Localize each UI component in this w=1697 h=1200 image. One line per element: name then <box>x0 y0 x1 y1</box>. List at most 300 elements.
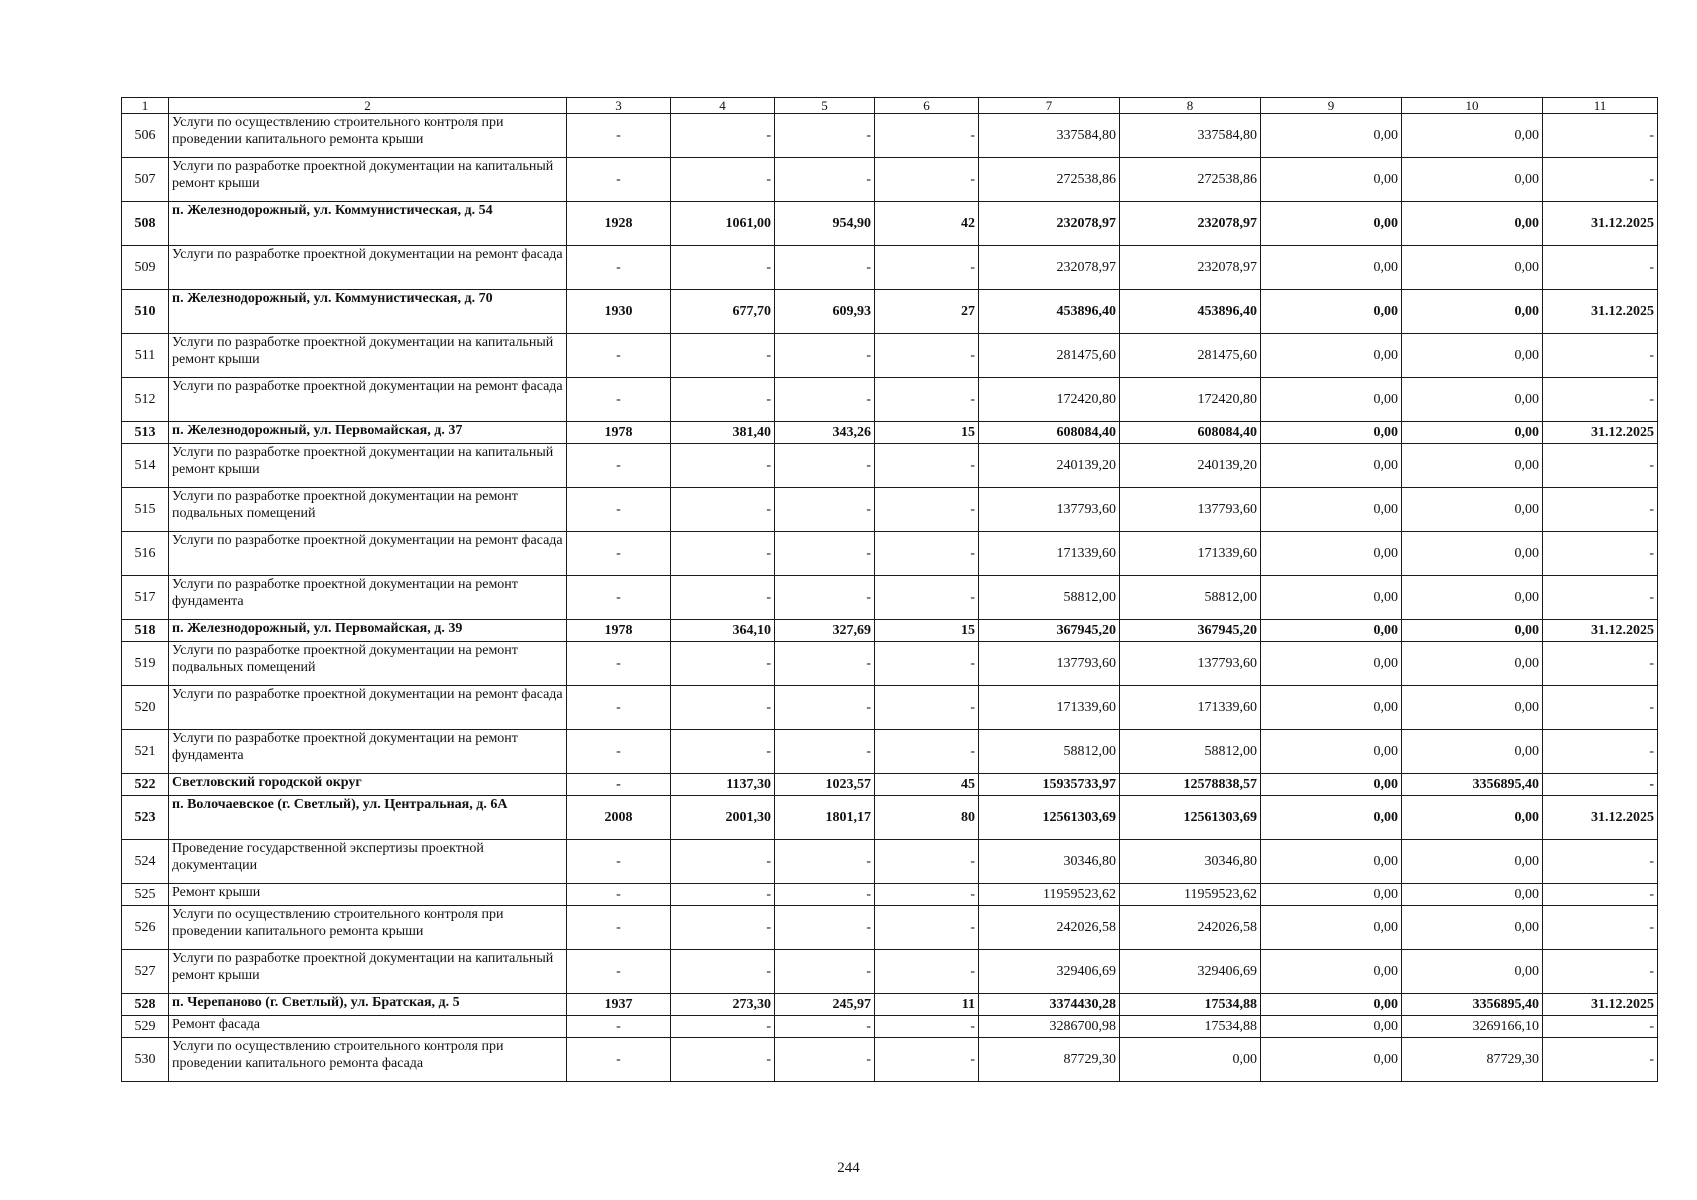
total-area-cell: - <box>671 158 775 202</box>
fund-cost-cell: 242026,58 <box>1120 906 1261 950</box>
table-row <box>122 488 1658 532</box>
capital-repair-table <box>121 97 1658 1082</box>
budget-cost-cell: 0,00 <box>1261 840 1402 884</box>
description-cell: п. Железнодорожный, ул. Первомайская, д. 37 <box>169 422 567 444</box>
row-number-cell: 527 <box>122 950 169 994</box>
budget-cost-cell: 0,00 <box>1261 444 1402 488</box>
fund-cost-cell: 137793,60 <box>1120 488 1261 532</box>
fund-cost-cell: 232078,97 <box>1120 246 1261 290</box>
table-row <box>122 378 1658 422</box>
year-built-cell: - <box>567 774 671 796</box>
row-number-cell: 522 <box>122 774 169 796</box>
total-area-cell: - <box>671 246 775 290</box>
description-cell: п. Железнодорожный, ул. Первомайская, д. 39 <box>169 620 567 642</box>
living-area-cell: - <box>775 532 875 576</box>
residents-count-cell: 80 <box>875 796 979 840</box>
residents-count-cell: 15 <box>875 422 979 444</box>
year-built-cell: - <box>567 378 671 422</box>
completion-date-cell: - <box>1543 906 1658 950</box>
total-area-cell: 677,70 <box>671 290 775 334</box>
living-area-cell: - <box>775 444 875 488</box>
living-area-cell: - <box>775 378 875 422</box>
year-built-cell: - <box>567 444 671 488</box>
description-cell: п. Железнодорожный, ул. Коммунистическая, д. 54 <box>169 202 567 246</box>
table-body <box>122 114 1658 1082</box>
column-header: 7 <box>979 98 1120 114</box>
year-built-cell: - <box>567 884 671 906</box>
year-built-cell: - <box>567 246 671 290</box>
residents-count-cell: - <box>875 884 979 906</box>
completion-date-cell: - <box>1543 158 1658 202</box>
fund-cost-cell: 137793,60 <box>1120 642 1261 686</box>
owners-cost-cell: 0,00 <box>1402 488 1543 532</box>
total-area-cell: 381,40 <box>671 422 775 444</box>
completion-date-cell: 31.12.2025 <box>1543 202 1658 246</box>
residents-count-cell: - <box>875 114 979 158</box>
fund-cost-cell: 58812,00 <box>1120 730 1261 774</box>
completion-date-cell: - <box>1543 1038 1658 1082</box>
living-area-cell: - <box>775 840 875 884</box>
budget-cost-cell: 0,00 <box>1261 620 1402 642</box>
completion-date-cell: - <box>1543 246 1658 290</box>
year-built-cell: - <box>567 334 671 378</box>
fund-cost-cell: 172420,80 <box>1120 378 1261 422</box>
budget-cost-cell: 0,00 <box>1261 378 1402 422</box>
table-row <box>122 290 1658 334</box>
year-built-cell: - <box>567 642 671 686</box>
total-area-cell: - <box>671 334 775 378</box>
total-area-cell: - <box>671 730 775 774</box>
living-area-cell: - <box>775 884 875 906</box>
total-cost-cell: 3286700,98 <box>979 1016 1120 1038</box>
budget-cost-cell: 0,00 <box>1261 488 1402 532</box>
owners-cost-cell: 0,00 <box>1402 114 1543 158</box>
residents-count-cell: - <box>875 906 979 950</box>
row-number-cell: 515 <box>122 488 169 532</box>
living-area-cell: - <box>775 906 875 950</box>
fund-cost-cell: 30346,80 <box>1120 840 1261 884</box>
total-area-cell: - <box>671 642 775 686</box>
completion-date-cell: - <box>1543 950 1658 994</box>
year-built-cell: 1928 <box>567 202 671 246</box>
row-number-cell: 526 <box>122 906 169 950</box>
fund-cost-cell: 12578838,57 <box>1120 774 1261 796</box>
living-area-cell: - <box>775 1038 875 1082</box>
living-area-cell: 1023,57 <box>775 774 875 796</box>
row-number-cell: 519 <box>122 642 169 686</box>
year-built-cell: - <box>567 532 671 576</box>
fund-cost-cell: 171339,60 <box>1120 686 1261 730</box>
row-number-cell: 517 <box>122 576 169 620</box>
residents-count-cell: - <box>875 246 979 290</box>
column-header: 1 <box>122 98 169 114</box>
owners-cost-cell: 0,00 <box>1402 532 1543 576</box>
completion-date-cell: - <box>1543 334 1658 378</box>
description-cell: Услуги по осуществлению строительного контроля при проведении капитального ремонта фасада <box>169 1038 567 1082</box>
budget-cost-cell: 0,00 <box>1261 642 1402 686</box>
budget-cost-cell: 0,00 <box>1261 532 1402 576</box>
row-number-cell: 528 <box>122 994 169 1016</box>
column-header: 9 <box>1261 98 1402 114</box>
completion-date-cell: - <box>1543 444 1658 488</box>
owners-cost-cell: 0,00 <box>1402 202 1543 246</box>
owners-cost-cell: 0,00 <box>1402 730 1543 774</box>
completion-date-cell: - <box>1543 488 1658 532</box>
description-cell: Услуги по разработке проектной документации на ремонт фасада <box>169 246 567 290</box>
living-area-cell: 609,93 <box>775 290 875 334</box>
year-built-cell: - <box>567 1038 671 1082</box>
row-number-cell: 523 <box>122 796 169 840</box>
total-area-cell: - <box>671 906 775 950</box>
budget-cost-cell: 0,00 <box>1261 202 1402 246</box>
description-cell: Услуги по разработке проектной документации на ремонт фундамента <box>169 576 567 620</box>
description-cell: Услуги по разработке проектной документации на ремонт фасада <box>169 378 567 422</box>
budget-cost-cell: 0,00 <box>1261 1016 1402 1038</box>
year-built-cell: - <box>567 686 671 730</box>
table-row <box>122 532 1658 576</box>
budget-cost-cell: 0,00 <box>1261 246 1402 290</box>
total-cost-cell: 58812,00 <box>979 730 1120 774</box>
fund-cost-cell: 11959523,62 <box>1120 884 1261 906</box>
owners-cost-cell: 0,00 <box>1402 686 1543 730</box>
description-cell: Услуги по осуществлению строительного контроля при проведении капитального ремонта крыши <box>169 114 567 158</box>
completion-date-cell: - <box>1543 840 1658 884</box>
total-cost-cell: 87729,30 <box>979 1038 1120 1082</box>
year-built-cell: - <box>567 950 671 994</box>
row-number-cell: 508 <box>122 202 169 246</box>
owners-cost-cell: 0,00 <box>1402 246 1543 290</box>
total-cost-cell: 137793,60 <box>979 642 1120 686</box>
owners-cost-cell: 0,00 <box>1402 796 1543 840</box>
living-area-cell: - <box>775 114 875 158</box>
row-number-cell: 529 <box>122 1016 169 1038</box>
total-area-cell: - <box>671 840 775 884</box>
completion-date-cell: - <box>1543 114 1658 158</box>
description-cell: Услуги по разработке проектной документации на ремонт фасада <box>169 686 567 730</box>
owners-cost-cell: 3356895,40 <box>1402 994 1543 1016</box>
total-area-cell: 2001,30 <box>671 796 775 840</box>
fund-cost-cell: 453896,40 <box>1120 290 1261 334</box>
total-area-cell: 1061,00 <box>671 202 775 246</box>
year-built-cell: 1930 <box>567 290 671 334</box>
residents-count-cell: - <box>875 444 979 488</box>
description-cell: п. Черепаново (г. Светлый), ул. Братская, д. 5 <box>169 994 567 1016</box>
budget-cost-cell: 0,00 <box>1261 334 1402 378</box>
description-cell: Светловский городской округ <box>169 774 567 796</box>
residents-count-cell: - <box>875 642 979 686</box>
table-row <box>122 642 1658 686</box>
living-area-cell: - <box>775 950 875 994</box>
owners-cost-cell: 3356895,40 <box>1402 774 1543 796</box>
residents-count-cell: - <box>875 1038 979 1082</box>
total-cost-cell: 172420,80 <box>979 378 1120 422</box>
living-area-cell: - <box>775 1016 875 1038</box>
completion-date-cell: - <box>1543 642 1658 686</box>
table-row <box>122 1038 1658 1082</box>
table-row <box>122 422 1658 444</box>
residents-count-cell: - <box>875 686 979 730</box>
owners-cost-cell: 0,00 <box>1402 334 1543 378</box>
living-area-cell: 245,97 <box>775 994 875 1016</box>
row-number-cell: 509 <box>122 246 169 290</box>
description-cell: Услуги по разработке проектной документации на ремонт фундамента <box>169 730 567 774</box>
table-row <box>122 796 1658 840</box>
completion-date-cell: - <box>1543 532 1658 576</box>
table-row <box>122 1016 1658 1038</box>
row-number-cell: 524 <box>122 840 169 884</box>
budget-cost-cell: 0,00 <box>1261 686 1402 730</box>
living-area-cell: - <box>775 642 875 686</box>
total-cost-cell: 281475,60 <box>979 334 1120 378</box>
total-area-cell: - <box>671 378 775 422</box>
completion-date-cell: - <box>1543 774 1658 796</box>
total-cost-cell: 367945,20 <box>979 620 1120 642</box>
row-number-cell: 507 <box>122 158 169 202</box>
total-area-cell: - <box>671 532 775 576</box>
total-area-cell: 1137,30 <box>671 774 775 796</box>
table-row <box>122 246 1658 290</box>
total-cost-cell: 137793,60 <box>979 488 1120 532</box>
completion-date-cell: - <box>1543 576 1658 620</box>
owners-cost-cell: 0,00 <box>1402 378 1543 422</box>
budget-cost-cell: 0,00 <box>1261 730 1402 774</box>
fund-cost-cell: 17534,88 <box>1120 994 1261 1016</box>
living-area-cell: - <box>775 246 875 290</box>
total-cost-cell: 30346,80 <box>979 840 1120 884</box>
column-number-header-row <box>122 98 1658 114</box>
year-built-cell: - <box>567 114 671 158</box>
row-number-cell: 512 <box>122 378 169 422</box>
year-built-cell: - <box>567 840 671 884</box>
total-area-cell: - <box>671 686 775 730</box>
budget-cost-cell: 0,00 <box>1261 1038 1402 1082</box>
completion-date-cell: 31.12.2025 <box>1543 994 1658 1016</box>
table-row <box>122 774 1658 796</box>
column-header: 11 <box>1543 98 1658 114</box>
fund-cost-cell: 272538,86 <box>1120 158 1261 202</box>
residents-count-cell: - <box>875 1016 979 1038</box>
description-cell: Ремонт фасада <box>169 1016 567 1038</box>
year-built-cell: 1978 <box>567 422 671 444</box>
residents-count-cell: - <box>875 730 979 774</box>
budget-cost-cell: 0,00 <box>1261 774 1402 796</box>
residents-count-cell: - <box>875 488 979 532</box>
completion-date-cell: - <box>1543 686 1658 730</box>
budget-cost-cell: 0,00 <box>1261 158 1402 202</box>
row-number-cell: 518 <box>122 620 169 642</box>
year-built-cell: - <box>567 1016 671 1038</box>
fund-cost-cell: 17534,88 <box>1120 1016 1261 1038</box>
row-number-cell: 516 <box>122 532 169 576</box>
completion-date-cell: 31.12.2025 <box>1543 620 1658 642</box>
total-cost-cell: 329406,69 <box>979 950 1120 994</box>
completion-date-cell: - <box>1543 378 1658 422</box>
living-area-cell: - <box>775 334 875 378</box>
table-row <box>122 620 1658 642</box>
year-built-cell: 1978 <box>567 620 671 642</box>
owners-cost-cell: 0,00 <box>1402 422 1543 444</box>
owners-cost-cell: 3269166,10 <box>1402 1016 1543 1038</box>
living-area-cell: 1801,17 <box>775 796 875 840</box>
description-cell: Услуги по осуществлению строительного контроля при проведении капитального ремонта крыши <box>169 906 567 950</box>
column-header: 3 <box>567 98 671 114</box>
completion-date-cell: 31.12.2025 <box>1543 290 1658 334</box>
living-area-cell: - <box>775 686 875 730</box>
residents-count-cell: 27 <box>875 290 979 334</box>
completion-date-cell: - <box>1543 884 1658 906</box>
fund-cost-cell: 240139,20 <box>1120 444 1261 488</box>
description-cell: Проведение государственной экспертизы проектной документации <box>169 840 567 884</box>
living-area-cell: - <box>775 158 875 202</box>
row-number-cell: 521 <box>122 730 169 774</box>
row-number-cell: 511 <box>122 334 169 378</box>
total-area-cell: - <box>671 1016 775 1038</box>
year-built-cell: - <box>567 488 671 532</box>
residents-count-cell: - <box>875 334 979 378</box>
column-header: 6 <box>875 98 979 114</box>
table-row <box>122 840 1658 884</box>
year-built-cell: - <box>567 576 671 620</box>
budget-cost-cell: 0,00 <box>1261 906 1402 950</box>
description-cell: п. Железнодорожный, ул. Коммунистическая, д. 70 <box>169 290 567 334</box>
fund-cost-cell: 171339,60 <box>1120 532 1261 576</box>
budget-cost-cell: 0,00 <box>1261 994 1402 1016</box>
row-number-cell: 525 <box>122 884 169 906</box>
total-cost-cell: 3374430,28 <box>979 994 1120 1016</box>
description-cell: Услуги по разработке проектной документации на капитальный ремонт крыши <box>169 158 567 202</box>
budget-cost-cell: 0,00 <box>1261 884 1402 906</box>
row-number-cell: 530 <box>122 1038 169 1082</box>
table-row <box>122 114 1658 158</box>
owners-cost-cell: 0,00 <box>1402 642 1543 686</box>
description-cell: Услуги по разработке проектной документации на ремонт подвальных помещений <box>169 642 567 686</box>
description-cell: Услуги по разработке проектной документации на капитальный ремонт крыши <box>169 950 567 994</box>
living-area-cell: 343,26 <box>775 422 875 444</box>
total-cost-cell: 171339,60 <box>979 532 1120 576</box>
total-cost-cell: 232078,97 <box>979 246 1120 290</box>
total-cost-cell: 11959523,62 <box>979 884 1120 906</box>
table-row <box>122 906 1658 950</box>
living-area-cell: - <box>775 730 875 774</box>
completion-date-cell: - <box>1543 1016 1658 1038</box>
fund-cost-cell: 608084,40 <box>1120 422 1261 444</box>
total-cost-cell: 232078,97 <box>979 202 1120 246</box>
year-built-cell: - <box>567 158 671 202</box>
table-row <box>122 202 1658 246</box>
owners-cost-cell: 0,00 <box>1402 444 1543 488</box>
budget-cost-cell: 0,00 <box>1261 290 1402 334</box>
table-row <box>122 730 1658 774</box>
residents-count-cell: 42 <box>875 202 979 246</box>
living-area-cell: 327,69 <box>775 620 875 642</box>
budget-cost-cell: 0,00 <box>1261 950 1402 994</box>
residents-count-cell: - <box>875 950 979 994</box>
total-cost-cell: 240139,20 <box>979 444 1120 488</box>
total-area-cell: - <box>671 444 775 488</box>
total-area-cell: - <box>671 114 775 158</box>
living-area-cell: 954,90 <box>775 202 875 246</box>
residents-count-cell: - <box>875 532 979 576</box>
table-row <box>122 686 1658 730</box>
residents-count-cell: - <box>875 576 979 620</box>
fund-cost-cell: 12561303,69 <box>1120 796 1261 840</box>
owners-cost-cell: 0,00 <box>1402 576 1543 620</box>
total-cost-cell: 171339,60 <box>979 686 1120 730</box>
total-cost-cell: 337584,80 <box>979 114 1120 158</box>
total-area-cell: - <box>671 884 775 906</box>
fund-cost-cell: 329406,69 <box>1120 950 1261 994</box>
fund-cost-cell: 232078,97 <box>1120 202 1261 246</box>
owners-cost-cell: 87729,30 <box>1402 1038 1543 1082</box>
budget-cost-cell: 0,00 <box>1261 422 1402 444</box>
completion-date-cell: 31.12.2025 <box>1543 422 1658 444</box>
completion-date-cell: - <box>1543 730 1658 774</box>
fund-cost-cell: 281475,60 <box>1120 334 1261 378</box>
residents-count-cell: - <box>875 378 979 422</box>
description-cell: п. Волочаевское (г. Светлый), ул. Центральная, д. 6А <box>169 796 567 840</box>
row-number-cell: 506 <box>122 114 169 158</box>
description-cell: Ремонт крыши <box>169 884 567 906</box>
column-header: 10 <box>1402 98 1543 114</box>
residents-count-cell: 11 <box>875 994 979 1016</box>
year-built-cell: 1937 <box>567 994 671 1016</box>
row-number-cell: 510 <box>122 290 169 334</box>
total-cost-cell: 272538,86 <box>979 158 1120 202</box>
table-row <box>122 576 1658 620</box>
total-area-cell: - <box>671 1038 775 1082</box>
budget-cost-cell: 0,00 <box>1261 576 1402 620</box>
total-cost-cell: 12561303,69 <box>979 796 1120 840</box>
total-area-cell: - <box>671 576 775 620</box>
living-area-cell: - <box>775 576 875 620</box>
fund-cost-cell: 367945,20 <box>1120 620 1261 642</box>
row-number-cell: 514 <box>122 444 169 488</box>
owners-cost-cell: 0,00 <box>1402 884 1543 906</box>
owners-cost-cell: 0,00 <box>1402 290 1543 334</box>
table-row <box>122 444 1658 488</box>
total-cost-cell: 58812,00 <box>979 576 1120 620</box>
table-row <box>122 884 1658 906</box>
fund-cost-cell: 58812,00 <box>1120 576 1261 620</box>
year-built-cell: - <box>567 906 671 950</box>
residents-count-cell: 45 <box>875 774 979 796</box>
table-row <box>122 158 1658 202</box>
column-header: 2 <box>169 98 567 114</box>
owners-cost-cell: 0,00 <box>1402 620 1543 642</box>
row-number-cell: 520 <box>122 686 169 730</box>
total-cost-cell: 608084,40 <box>979 422 1120 444</box>
table-row <box>122 950 1658 994</box>
owners-cost-cell: 0,00 <box>1402 950 1543 994</box>
total-area-cell: 364,10 <box>671 620 775 642</box>
table-row <box>122 334 1658 378</box>
column-header: 4 <box>671 98 775 114</box>
completion-date-cell: 31.12.2025 <box>1543 796 1658 840</box>
total-area-cell: - <box>671 950 775 994</box>
budget-cost-cell: 0,00 <box>1261 796 1402 840</box>
description-cell: Услуги по разработке проектной документации на ремонт подвальных помещений <box>169 488 567 532</box>
column-header: 5 <box>775 98 875 114</box>
year-built-cell: 2008 <box>567 796 671 840</box>
living-area-cell: - <box>775 488 875 532</box>
budget-cost-cell: 0,00 <box>1261 114 1402 158</box>
total-cost-cell: 453896,40 <box>979 290 1120 334</box>
year-built-cell: - <box>567 730 671 774</box>
total-cost-cell: 242026,58 <box>979 906 1120 950</box>
owners-cost-cell: 0,00 <box>1402 906 1543 950</box>
total-cost-cell: 15935733,97 <box>979 774 1120 796</box>
page-number: 244 <box>837 1160 860 1176</box>
